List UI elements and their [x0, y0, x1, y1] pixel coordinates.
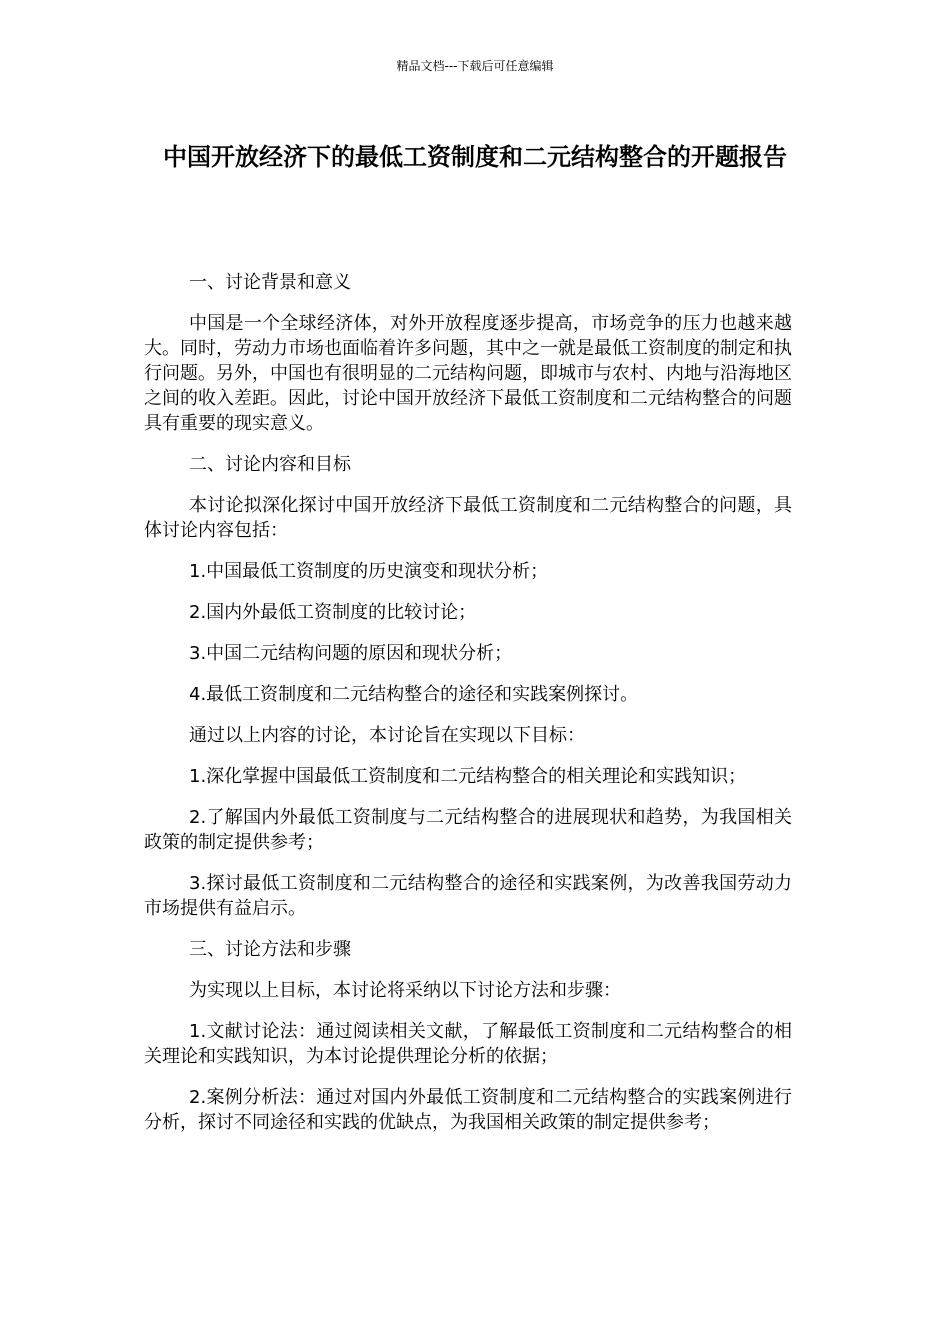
paragraph-goals-intro: 通过以上内容的讨论，本讨论旨在实现以下目标： [189, 725, 585, 746]
page-header: 精品文档---下载后可任意编辑 [396, 59, 554, 73]
section-heading-content: 二、讨论内容和目标 [189, 454, 351, 475]
section-heading-background: 一、讨论背景和意义 [189, 272, 351, 293]
list-item-content-1: 1.中国最低工资制度的历史演变和现状分析； [189, 561, 549, 582]
document-body [144, 270, 792, 1151]
list-item-goal-2: 2.了解国内外最低工资制度与二元结构整合的进展现状和趋势，为我国相关政策的制定提供参考； [144, 807, 792, 853]
document-title: 中国开放经济下的最低工资制度和二元结构整合的开题报告 [163, 143, 787, 171]
paragraph-background: 中国是一个全球经济体，对外开放程度逐步提高，市场竞争的压力也越来越大。同时，劳动力市场也面临着许多问题，其中之一就是最低工资制度的制定和执行问题。另外，中国也有很明显的二元结构问题，即城市与农村、内地与沿海地区之间的收入差距。因此，讨论中国开放经济下最低工资制度和二元结构整合的问题具有重要的现实意义。 [144, 313, 792, 434]
list-item-content-3: 3.中国二元结构问题的原因和现状分析； [189, 643, 513, 664]
section-heading-methods: 三、讨论方法和步骤 [189, 939, 351, 960]
list-item-method-2: 2.案例分析法：通过对国内外最低工资制度和二元结构整合的实践案例进行分析，探讨不同途径和实践的优缺点，为我国相关政策的制定提供参考； [144, 1087, 792, 1133]
list-item-method-1: 1.文献讨论法：通过阅读相关文献，了解最低工资制度和二元结构整合的相关理论和实践知识，为本讨论提供理论分析的依据； [144, 1021, 792, 1067]
list-item-content-2: 2.国内外最低工资制度的比较讨论； [189, 602, 477, 623]
list-item-goal-1: 1.深化掌握中国最低工资制度和二元结构整合的相关理论和实践知识； [189, 766, 747, 787]
list-item-goal-3: 3.探讨最低工资制度和二元结构整合的途径和实践案例，为改善我国劳动力市场提供有益启示。 [144, 873, 792, 919]
paragraph-methods-intro: 为实现以上目标，本讨论将采纳以下讨论方法和步骤： [189, 980, 621, 1001]
list-item-content-4: 4.最低工资制度和二元结构整合的途径和实践案例探讨。 [189, 684, 639, 705]
paragraph-content-intro: 本讨论拟深化探讨中国开放经济下最低工资制度和二元结构整合的问题，具体讨论内容包括： [144, 495, 792, 541]
